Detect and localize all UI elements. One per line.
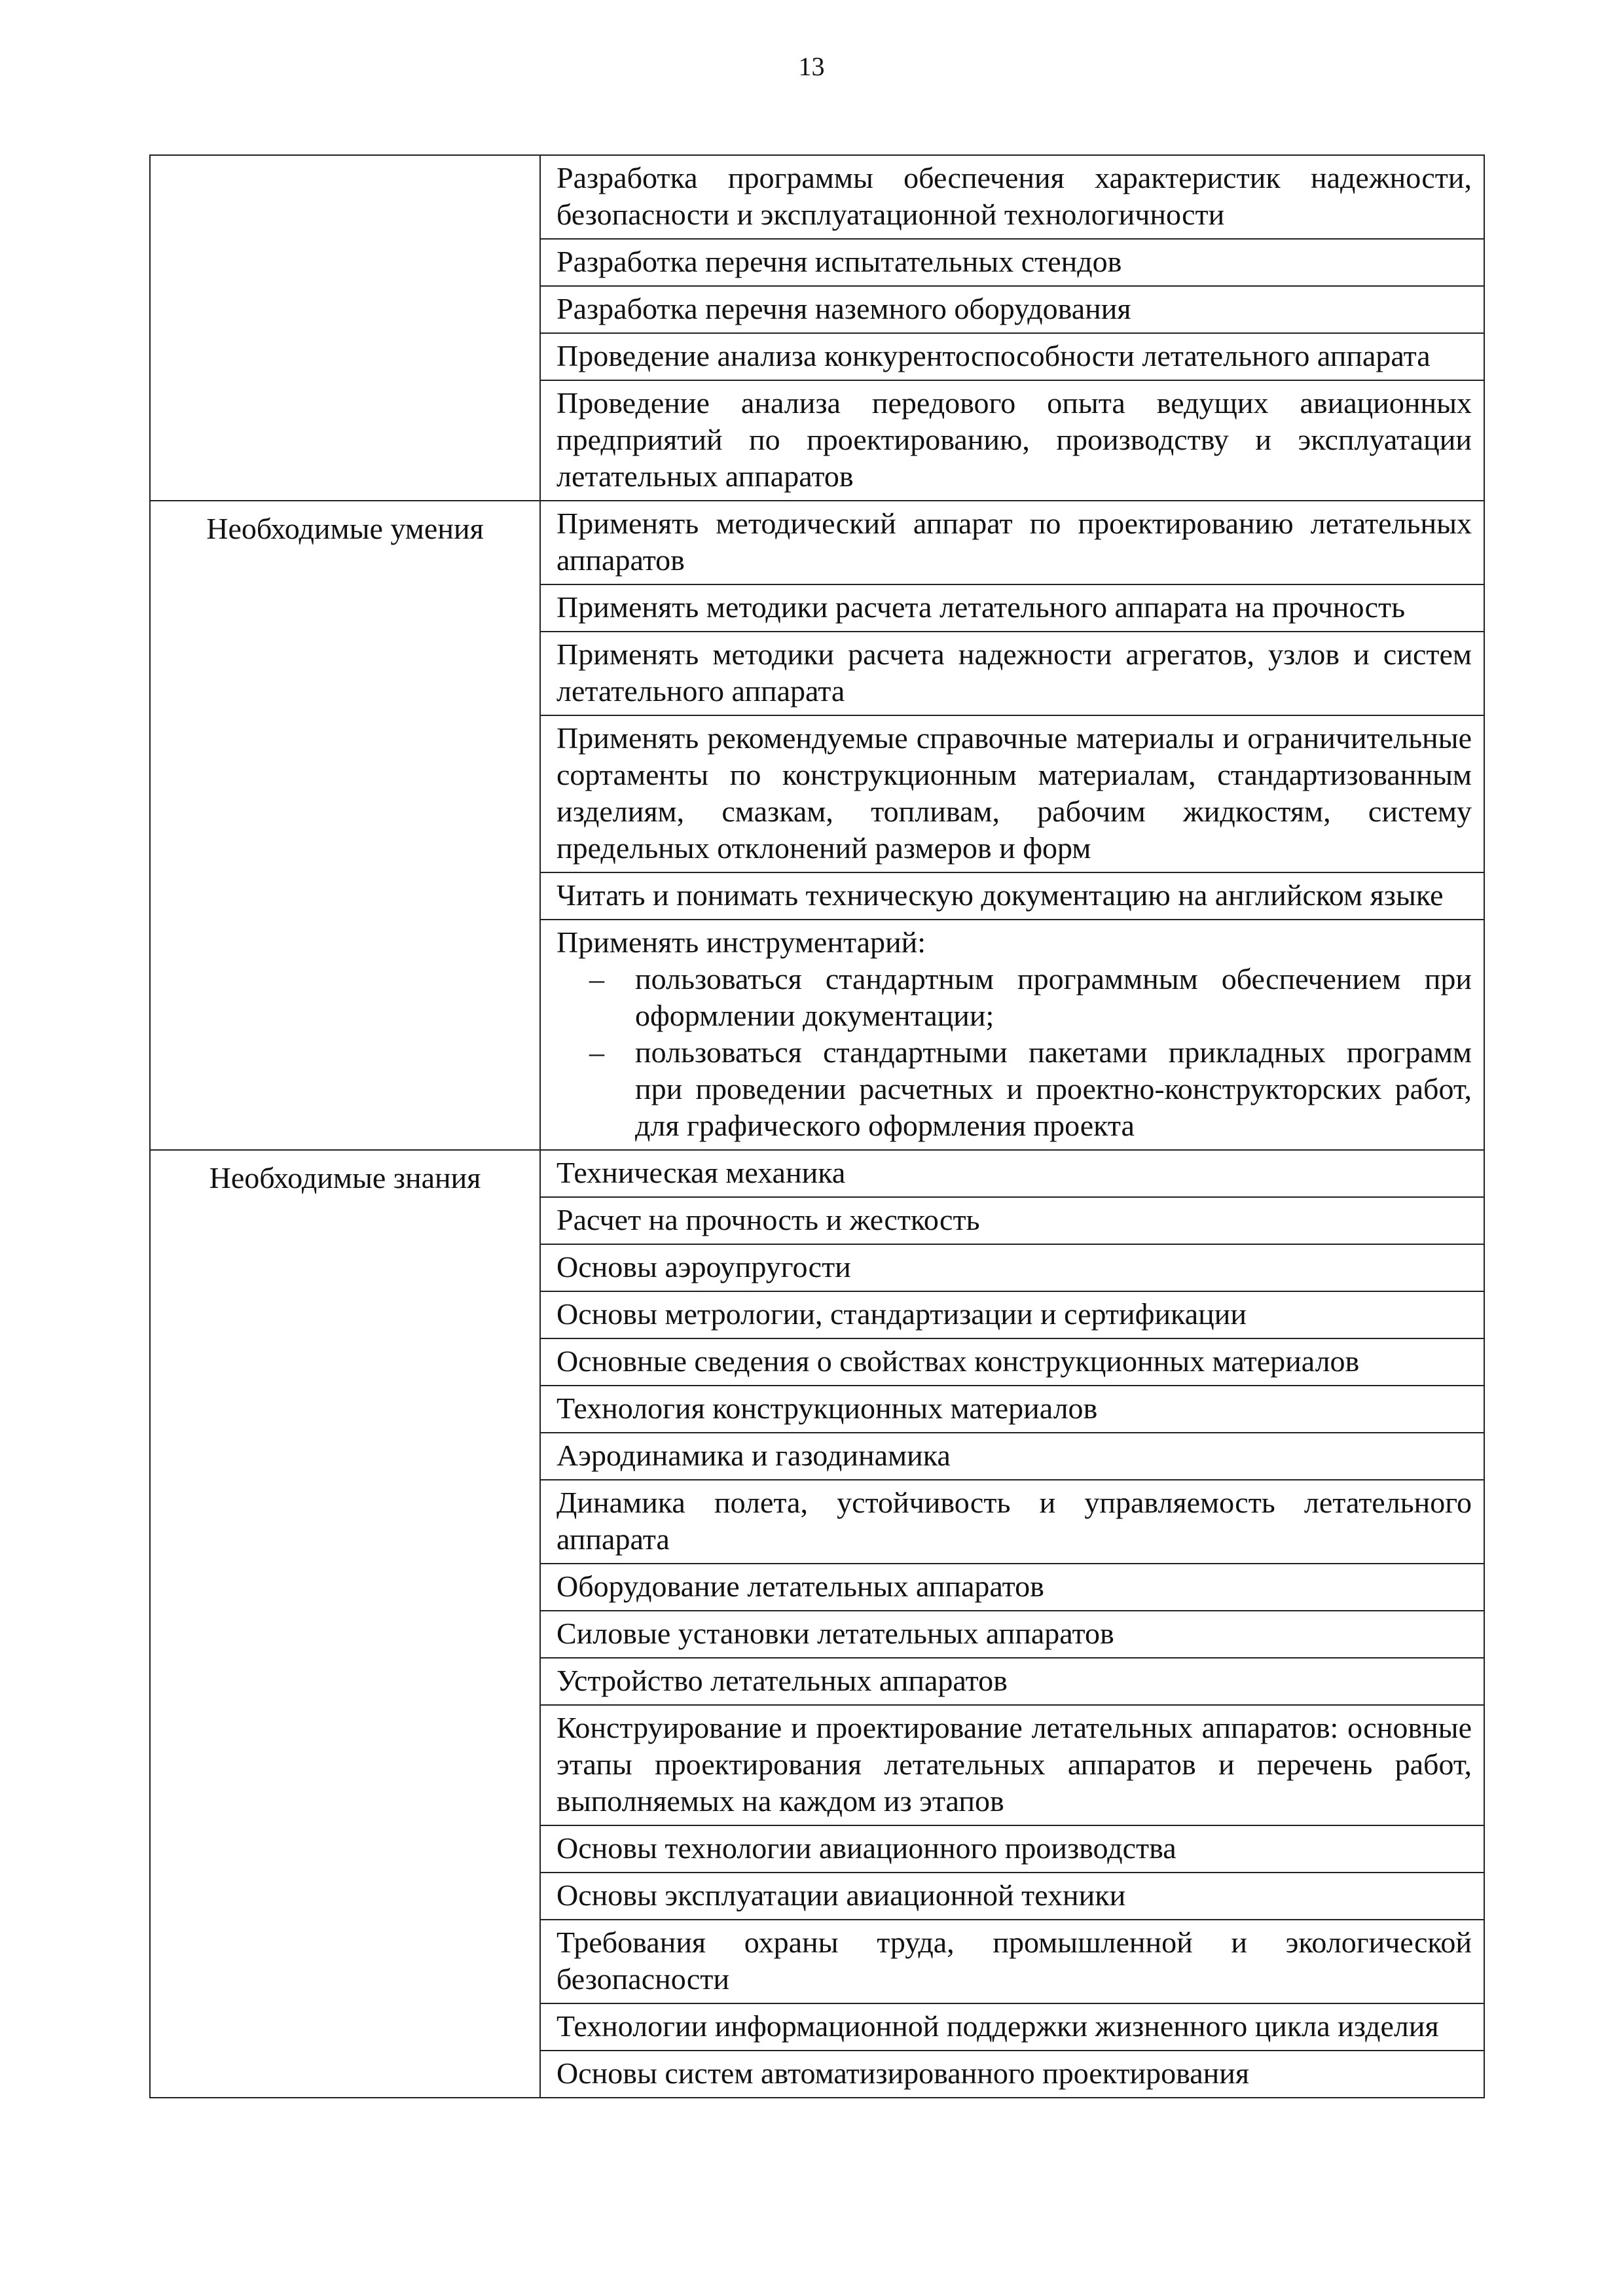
list-item: Проведение анализа конкурентоспособности летательного аппарата — [541, 334, 1484, 381]
list-item: Основы метрологии, стандартизации и сертификации — [541, 1292, 1484, 1339]
tools-lead: Применять инструментарий: — [556, 925, 926, 959]
list-item: Разработка программы обеспечения характеристик надежности, безопасности и эксплуатационной технологичности — [541, 156, 1484, 240]
bullet-item — [556, 961, 1472, 1034]
list-item: Оборудование летательных аппаратов — [541, 1564, 1484, 1611]
table-row-continued — [150, 155, 1484, 501]
list-item: Технологии информационной поддержки жизненного цикла изделия — [541, 2004, 1484, 2051]
list-item: Устройство летательных аппаратов — [541, 1659, 1484, 1706]
tools-bullet-list — [556, 961, 1472, 1144]
list-item: Аэродинамика и газодинамика — [541, 1433, 1484, 1480]
bullet-text: пользоваться стандартными пакетами прикладных программ при проведении расчетных и проектно-конструкторских работ, для графического оформления проекта — [635, 1035, 1472, 1142]
list-item: Основы технологии авиационного производства — [541, 1826, 1484, 1873]
label-cell-knowledge: Необходимые знания — [150, 1150, 540, 2098]
list-item: Основы аэроупругости — [541, 1245, 1484, 1292]
label-cell-skills: Необходимые умения — [150, 501, 540, 1150]
bullet-item — [556, 1034, 1472, 1144]
list-item: Динамика полета, устойчивость и управляемость летательного аппарата — [541, 1480, 1484, 1564]
list-item: Применять рекомендуемые справочные материалы и ограничительные сортаменты по конструкционным материалам, стандартизованным изделиям, смазкам, топливам, рабочим жидкостям, систему предельных отклонений размеров и форм — [541, 716, 1484, 873]
bullet-text: пользоваться стандартным программным обеспечением при оформлении документации; — [635, 962, 1472, 1032]
page-number: 13 — [798, 52, 825, 81]
list-item: Основы систем автоматизированного проектирования — [556, 2056, 1250, 2090]
tools-item — [541, 920, 1484, 1149]
list-item: Проведение анализа передового опыта ведущих авиационных предприятий по проектированию, производству и эксплуатации летательных аппаратов — [556, 386, 1472, 493]
label-cell-continued — [150, 155, 540, 501]
content-cell-knowledge — [540, 1150, 1484, 2098]
competency-table — [149, 154, 1485, 2098]
list-item: Применять методики расчета надежности агрегатов, узлов и систем летательного аппарата — [541, 632, 1484, 716]
list-item: Требования охраны труда, промышленной и экологической безопасности — [541, 1920, 1484, 2004]
table-row-knowledge — [150, 1150, 1484, 2098]
list-item: Применять методики расчета летательного аппарата на прочность — [541, 585, 1484, 632]
content-cell-skills — [540, 501, 1484, 1150]
list-item: Конструирование и проектирование летательных аппаратов: основные этапы проектирования летательных аппаратов и перечень работ, выполняемых на каждом из этапов — [541, 1706, 1484, 1826]
list-item: Основы эксплуатации авиационной техники — [541, 1873, 1484, 1920]
list-item: Разработка перечня наземного оборудования — [541, 287, 1484, 334]
dash-bullet-icon: – — [589, 962, 604, 996]
content-cell-continued — [540, 155, 1484, 501]
list-item: Применять методический аппарат по проектированию летательных аппаратов — [541, 501, 1484, 585]
list-item: Силовые установки летательных аппаратов — [541, 1611, 1484, 1659]
list-item: Разработка перечня испытательных стендов — [541, 240, 1484, 287]
list-item: Техническая механика — [541, 1151, 1484, 1198]
table-row-skills — [150, 501, 1484, 1150]
dash-bullet-icon: – — [589, 1035, 604, 1069]
list-item: Читать и понимать техническую документацию на английском языке — [541, 873, 1484, 920]
list-item: Расчет на прочность и жесткость — [541, 1198, 1484, 1245]
list-item: Основные сведения о свойствах конструкционных материалов — [541, 1339, 1484, 1386]
list-item: Технология конструкционных материалов — [541, 1386, 1484, 1433]
